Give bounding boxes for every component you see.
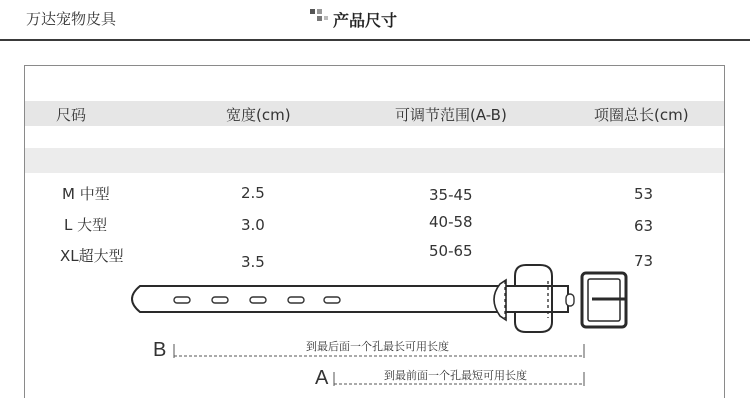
row-m-size: M 中型 <box>62 185 110 203</box>
column-header-range: 可调节范围(A-B) <box>395 106 507 124</box>
dimension-a-text: 到最前面一个孔最短可用长度 <box>384 369 527 382</box>
column-header-total-length: 项圈总长(cm) <box>594 106 689 124</box>
row-xl-width: 3.5 <box>241 253 265 271</box>
row-xl-total: 73 <box>634 252 654 270</box>
row-l-total: 63 <box>634 217 654 235</box>
dimension-b-letter: B <box>153 339 167 361</box>
page-title: 产品尺寸 <box>333 11 398 30</box>
row-l-range: 40-58 <box>429 213 473 231</box>
column-header-width: 宽度(cm) <box>226 106 291 124</box>
column-header-size: 尺码 <box>56 106 87 124</box>
row-l-size: L 大型 <box>64 216 108 234</box>
dimension-b-text: 到最后面一个孔最长可用长度 <box>306 340 449 353</box>
dimension-a-letter: A <box>315 367 329 389</box>
row-m-total: 53 <box>634 185 654 203</box>
brand-name: 万达宠物皮具 <box>26 10 117 28</box>
row-m-range: 35-45 <box>429 186 473 204</box>
row-l-width: 3.0 <box>241 216 265 234</box>
row-xl-size: XL超大型 <box>60 247 124 265</box>
row-m-width: 2.5 <box>241 184 265 202</box>
row-xl-range: 50-65 <box>429 242 473 260</box>
